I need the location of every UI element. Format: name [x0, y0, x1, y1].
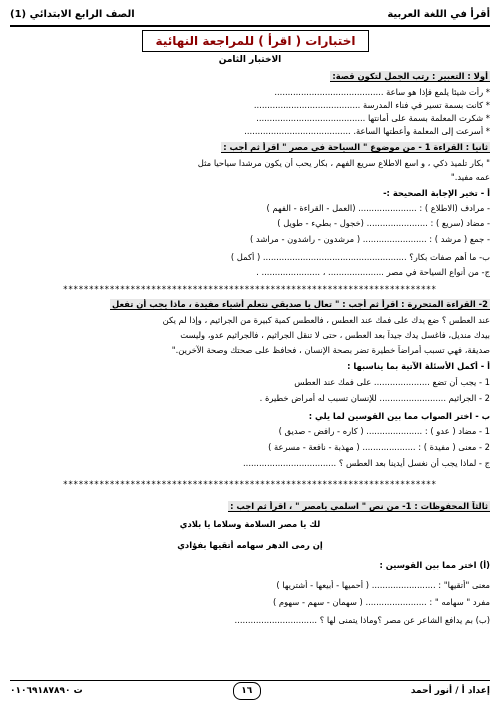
worksheet-line: عمه مفيد." [450, 172, 490, 182]
worksheet-line: بيدك منديل، فاغسل يدك جيداً بعد العطس ، حتى لا تنقل الجراثيم ، فالجراثيم عدو، وليست [180, 330, 490, 340]
worksheet-line: * كانت بسمة تسير في فناء المدرسة ........................................ [253, 100, 490, 110]
worksheet-page [10, 5, 490, 700]
page-title: اختبارات ( اقرأ ) للمراجعة النهائية [142, 30, 369, 52]
header-left: الصف الرابع الابتدائي (1) [10, 8, 135, 20]
worksheet-line: (أ) اختر مما بين القوسين : [379, 560, 490, 570]
worksheet-line: * أسرعت إلى المعلمة وأعطتها الساعة. ........................................ [244, 126, 490, 136]
worksheet-line: 1 - مضاد ( عدو ) : ..................... ( كاره - رافض - صديق ) [278, 426, 490, 436]
worksheet-line: أ - تخير الإجابة الصحيحة :- [383, 188, 490, 198]
section-heading [10, 299, 490, 310]
page-number: ١٦ [233, 682, 261, 700]
worksheet-line: * شكرت المعلمة بسمة على أمانتها ......................................... [256, 113, 490, 123]
worksheet-line: * رأت شيئا يلمع فإذا هو ساعة ......................................... [274, 87, 490, 97]
section-divider: ************************************************************************ [63, 479, 437, 489]
worksheet-line: لك يا مصر السلامة وسلاما يا بلادي [179, 519, 321, 529]
worksheet-line: ب - اختر الصواب مما بين القوسين لما يلي : [308, 411, 490, 421]
worksheet-line: 2 - معنى ( مفيدة ) : .................... ( مهذبة - نافعة - مسرعة ) [268, 442, 490, 452]
worksheet-line: " بكار تلميذ ذكي ، و اسع الاطلاع سريع الفهم ، بكار يحب أن يكون مرشدا سياحيا مثل [197, 158, 490, 168]
worksheet-line: (ب) بم يدافع الشاعر عن مصر ؟وماذا يتمنى لها ؟ ............................... [234, 615, 490, 625]
section-divider: ************************************************************************ [63, 284, 437, 294]
worksheet-line: ج - لماذا يجب أن نغسل أيدينا بعد العطس ؟ ................................... [243, 458, 490, 468]
page-header [10, 5, 490, 23]
header-divider [10, 25, 490, 27]
section-heading [10, 142, 490, 153]
worksheet-line: 1 - يجب أن تضع ..................... على فمك عند العطس [294, 377, 490, 387]
worksheet-line: عند العطس ؟ ضع يدك على فمك عند العطس ، فالعطس كمية كبيرة من الجراثيم ، وإذا لم يكن [162, 315, 490, 325]
worksheet-line: معنى "أتقيها" : ........................ ( أحميها - أبيعها - أشتريها ) [276, 580, 490, 590]
section-heading [10, 501, 490, 512]
worksheet-line: 2 - الجراثيم ......................... للإنسان تسبب له أمراض خطيرة . [259, 393, 490, 403]
worksheet-line: - جمع ( مرشد ) : ........................ ( مرشدون - راشدون - مراشد ) [250, 234, 490, 244]
worksheet-line: صديقة، فهي تسبب أمراضاً خطيرة تضر بصحة الإنسان ، فحافظ على صحتك وصحة الآخرين." [171, 345, 490, 355]
page-subtitle: الاختبار الثامن [218, 55, 282, 65]
worksheet-line: - مرادف (الاطلاع ) : ...................... (العمل - القراءة - الفهم ) [266, 203, 490, 213]
header-right: أقرأ في اللغة العربية [387, 8, 490, 20]
section-label: أولا : التعبير : رتب الجمل لتكون قصة: [332, 71, 488, 81]
worksheet-line: - مضاد (سريع ) : ....................... (خجول - بطيء - طويل ) [277, 218, 490, 228]
section-label: 2- القراءة المتحررة : اقرأ ثم أجب : " تعال يا صديقي نتعلم أشياء مفيدة ، ماذا يجب أن تفعل [111, 299, 488, 309]
author-credit: إعداد أ / أنور أحمد [410, 686, 490, 696]
page-footer [10, 680, 490, 698]
section-label: ثانيا : القراءة 1 - من موضوع " السياحة في مصر " اقرأ ثم أجب : [223, 142, 488, 152]
section-heading [10, 71, 490, 82]
phone-number: ت ٠١٠٦٩١٨٧٨٩٠ [10, 686, 83, 696]
worksheet-line: إن رمى الدهر سهامه أتقيها بفؤادي [177, 540, 323, 550]
worksheet-line: مفرد " سهامه " : ....................... ( سهمان - سهم - سهوم ) [272, 597, 490, 607]
worksheet-line: أ - أكمل الأسئلة الآتية بما يناسبها : [347, 361, 490, 371]
worksheet-line: ج- من أنواع السياحة في مصر ..................... ، ...................... . [256, 267, 490, 277]
worksheet-line: ب- ما أهم صفات بكار؟ ...................................................... ( أكمل ) [230, 252, 490, 262]
section-label: ثالثاً المحفوظات : 1- من نص " اسلمي يامصر " ، اقرأ ثم اجب : [230, 501, 488, 511]
